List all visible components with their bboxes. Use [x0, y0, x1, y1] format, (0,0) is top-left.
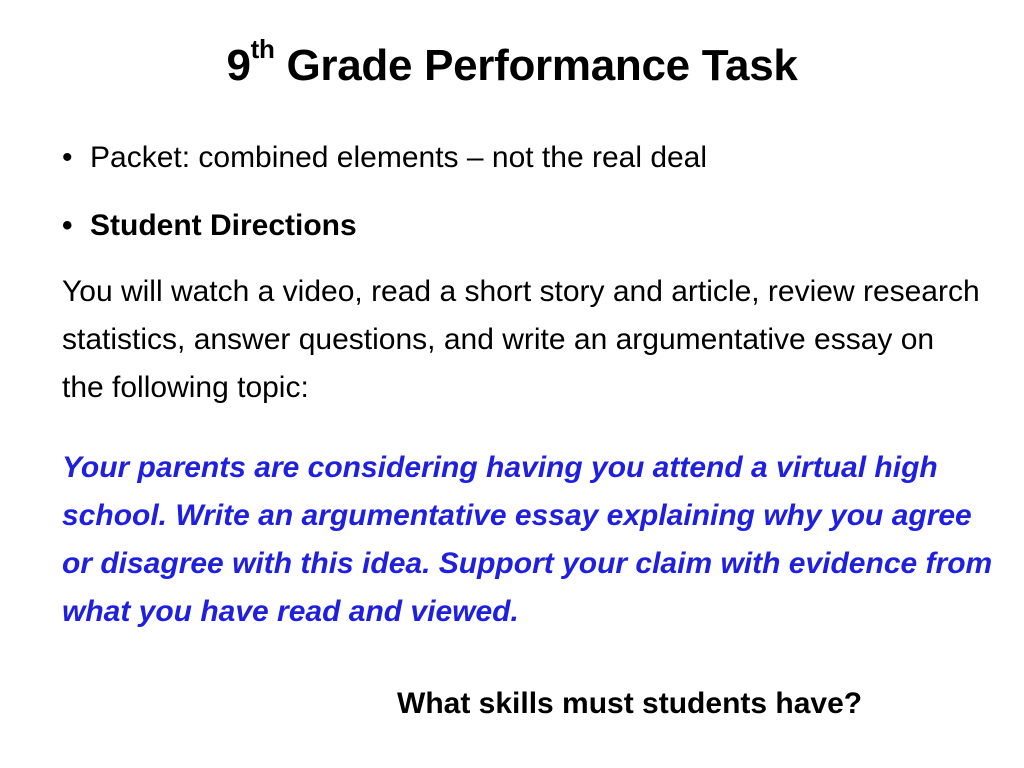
skills-question: What skills must students have?: [397, 687, 863, 720]
slide-title: [0, 36, 1024, 96]
directions-paragraph: You will watch a video, read a short story and article, review research statistics, answer questions, and write an argumentative essay on the following topic:: [62, 275, 980, 404]
bullet-packet: [62, 138, 707, 178]
bullet-student-directions-text: Student Directions: [90, 209, 357, 242]
bullet-packet-text: Packet: combined elements – not the real deal: [90, 141, 708, 174]
bullet-marker: •: [62, 141, 73, 174]
title-text: Grade Performance Task: [274, 41, 798, 90]
title-grade-number: 9: [226, 41, 251, 90]
bullet-student-directions: [62, 206, 357, 246]
bullet-marker: •: [62, 209, 73, 242]
essay-prompt: Your parents are considering having you attend a virtual high school. Write an argumentative essay explaining why you agree or disagree with this idea. Support your claim with evidence from what you have read and viewed.: [62, 451, 993, 628]
title-superscript: th: [250, 34, 275, 65]
